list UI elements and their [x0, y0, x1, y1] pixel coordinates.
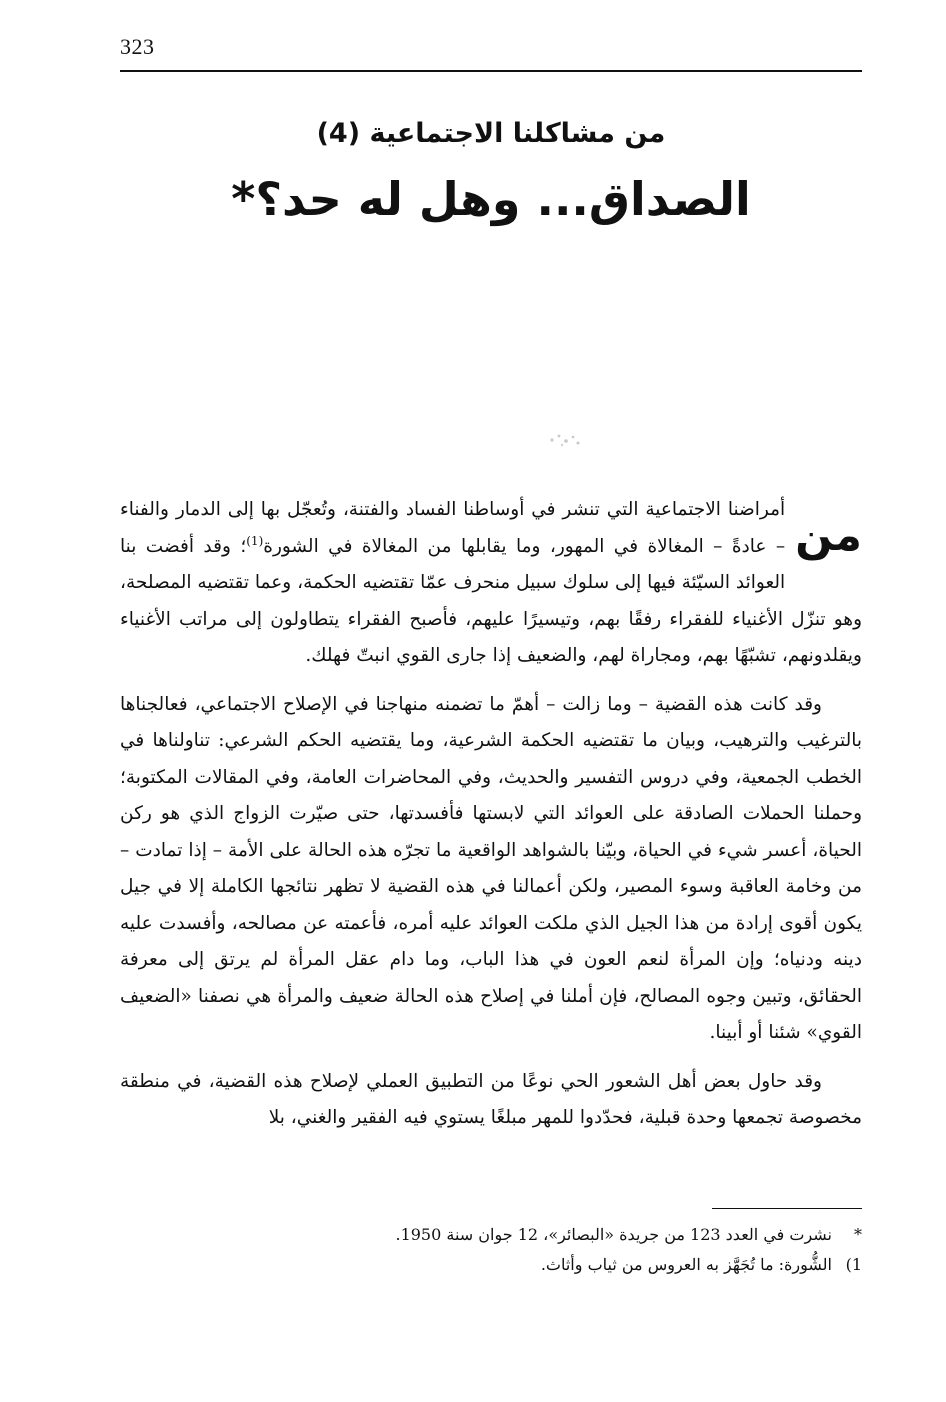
series-title: من مشاكلنا الاجتماعية (4) [316, 118, 666, 149]
footnote-rule [712, 1208, 862, 1209]
title-footnote-star: * [231, 172, 256, 226]
footnote-reference: (1) [246, 533, 264, 548]
article-body [120, 492, 862, 1149]
header-rule [120, 70, 862, 72]
footnote-marker: 1) [845, 1255, 862, 1274]
paragraph-text: أمراضنا الاجتماعية التي تنشر في أوساطنا الفساد والفتنة، وتُعجّل بها إلى الدمار والفناء – عادةً – المغالاة في المهور، وما يقابلها من المغالاة في الشورة [120, 499, 786, 557]
paragraph [120, 492, 862, 675]
paragraph: وقد حاول بعض أهل الشعور الحي نوعًا من التطبيق العملي لإصلاح هذه القضية، في منطقة مخصوصة تجمعها وحدة قبلية، فحدّدوا للمهر مبلغًا يستوي فيه الفقير والغني، بلا [120, 1070, 862, 1128]
article-title [120, 172, 862, 226]
paragraph-text: ؛ وقد أفضت بنا العوائد السيّئة فيها إلى سلوك سبيل منحرف عمّا تقتضيه الحكمة، وعما تقتضيه المصلحة، وهو تنزّل الأغنياء للفقراء رفقًا بهم، وتيسيرًا عليهم، فأصبح الفقراء يتطاولون إلى مراتب الأغنياء ويقلدونهم، تشبّهًا بهم، ومجاراة لهم، والضعيف إذا جارى القوي انبتّ فهلك. [120, 535, 862, 666]
footnotes [120, 1220, 862, 1280]
footnote-text: الشُّورة: ما تُجَهَّز به العروس من ثياب وأثاث. [540, 1255, 832, 1274]
footnote-text: نشرت في العدد 123 من جريدة «البصائر»، 12 جوان سنة 1950. [395, 1225, 832, 1244]
footnote [120, 1220, 862, 1250]
drop-cap: من [795, 510, 862, 561]
page-number: 323 [120, 34, 155, 59]
article-title-text: الصداق... وهل له حد؟ [255, 172, 751, 226]
paragraph: وقد كانت هذه القضية – وما زالت – أهمّ ما تضمنه منهاجنا في الإصلاح الاجتماعي، فعالجناها بالترغيب والترهيب، وبيان ما تقتضيه الحكمة الشرعية، وما يقتضيه الحكم الشرعي: تناولناها في الخطب الجمعية، وفي دروس التفسير والحديث، وفي المحاضرات العامة، وفي المقالات المكتوبة؛ وحملنا الحملات الصادقة على العوائد التي لابستها فأفسدتها، حتى صيّرت الزواج الذي هو ركن الحياة، أعسر شيء في الحياة، وبيّنا بالشواهد الواقعية ما تجرّه هذه الحالة على الأمة – إذا تمادت – من وخامة العاقبة وسوء المصير، ولكن أعمالنا في هذه القضية لا تظهر نتائجها الكاملة إلا في جيل يكون أقوى إرادة من هذا الجيل الذي ملكت العوائد عليه أمره، فأعمته عن مصالحه، وأفسدت عليه دينه ودنياه؛ وإن المرأة لنعم العون في هذا الباب، وما دام عقل المرأة لم يرتق إلى معرفة الحقائق، وتبين وجوه المصالح، فإن أملنا في إصلاح هذه الحالة ضعيف والمرأة هي نصفنا «الضعيف القوي» شئنا أو أبينا. [120, 693, 862, 1043]
ornament-divider [540, 428, 590, 450]
footnote-marker: * [854, 1225, 862, 1244]
footnote [120, 1250, 862, 1280]
